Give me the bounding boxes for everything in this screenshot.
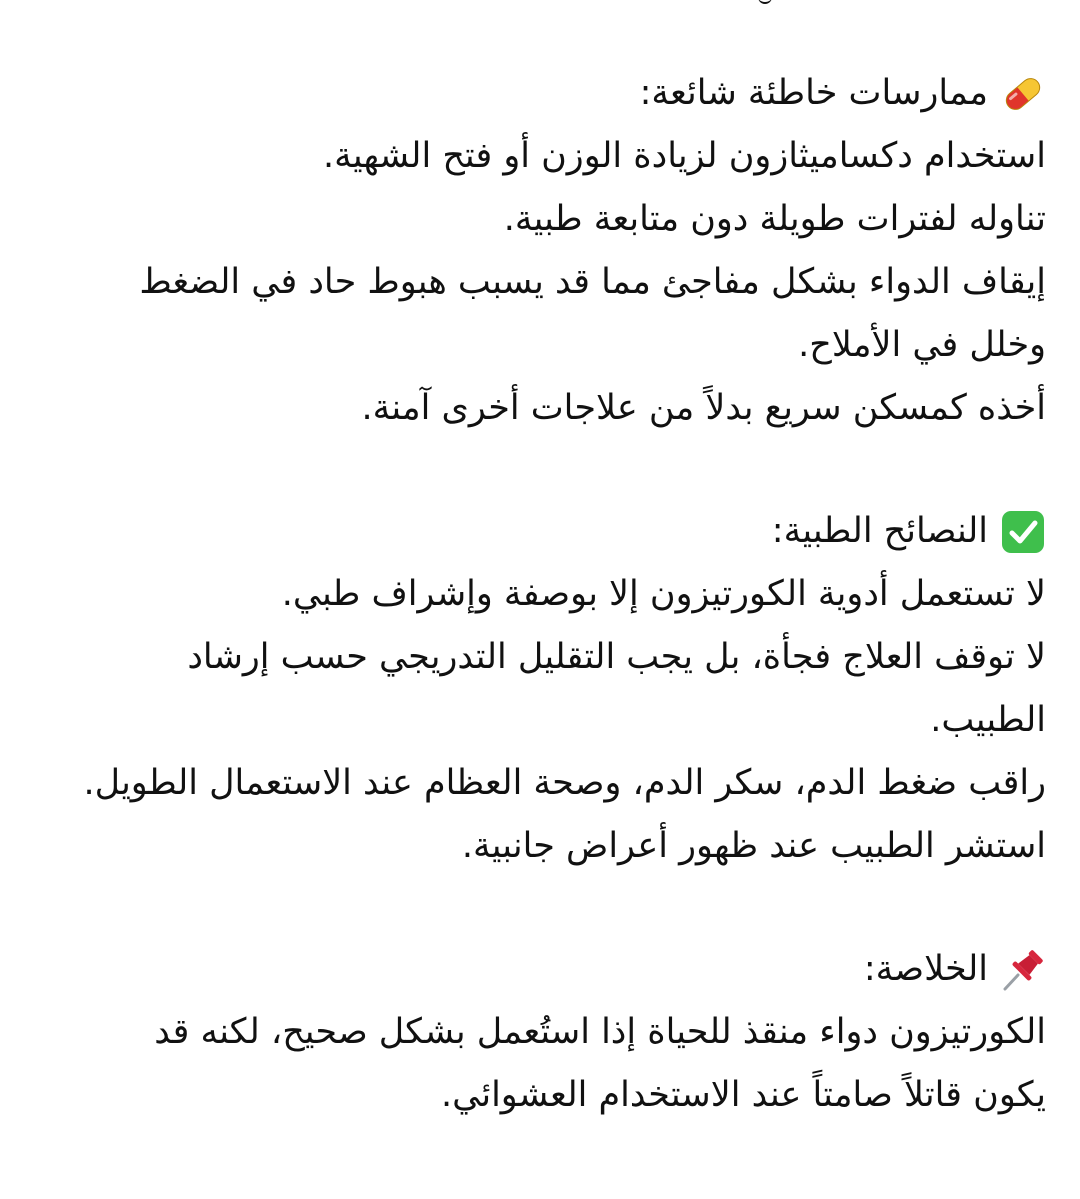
section-common-mistakes: [34, 62, 1046, 440]
paragraph-line: راقب ضغط الدم، سكر الدم، وصحة العظام عند الاستعمال الطويل.: [83, 763, 1046, 803]
heading-text: ممارسات خاطئة شائعة:: [639, 73, 988, 113]
heading-text: النصائح الطبية:: [771, 511, 988, 551]
section-heading: [34, 500, 1046, 563]
pushpin-icon: [1000, 947, 1046, 993]
paragraph-line: استشر الطبيب عند ظهور أعراض جانبية.: [461, 826, 1046, 866]
paragraph-line: استخدام دكساميثازون لزيادة الوزن أو فتح الشهية.: [323, 136, 1046, 176]
section-heading: [34, 938, 1046, 1001]
pill-icon: [1000, 71, 1046, 117]
section-conclusion: [34, 938, 1046, 1127]
paragraph-line: لا توقف العلاج فجأة، بل يجب التقليل التدريجي حسب إرشاد: [187, 637, 1046, 677]
document-body: [0, 62, 1080, 1127]
check-mark-icon: [1000, 509, 1046, 555]
paragraph-line: أخذه كمسكن سريع بدلاً من علاجات أخرى آمنة.: [361, 388, 1046, 428]
paragraph-line: الكورتيزون دواء منقذ للحياة إذا استُعمل بشكل صحيح، لكنه قد: [154, 1012, 1046, 1052]
paragraph-line: وخلل في الأملاح.: [798, 325, 1046, 365]
paragraph-line: الطبيب.: [930, 700, 1046, 740]
heading-text: الخلاصة:: [863, 949, 988, 989]
paragraph-line: لا تستعمل أدوية الكورتيزون إلا بوصفة وإشراف طبي.: [281, 574, 1046, 614]
paragraph-line: يكون قاتلاً صامتاً عند الاستخدام العشوائي.: [441, 1075, 1046, 1115]
section-medical-advice: [34, 500, 1046, 878]
cropped-text-fragment: [758, 0, 772, 4]
paragraph-line: تناوله لفترات طويلة دون متابعة طبية.: [503, 199, 1046, 239]
section-heading: [34, 62, 1046, 125]
paragraph-line: إيقاف الدواء بشكل مفاجئ مما قد يسبب هبوط حاد في الضغط: [139, 262, 1046, 302]
